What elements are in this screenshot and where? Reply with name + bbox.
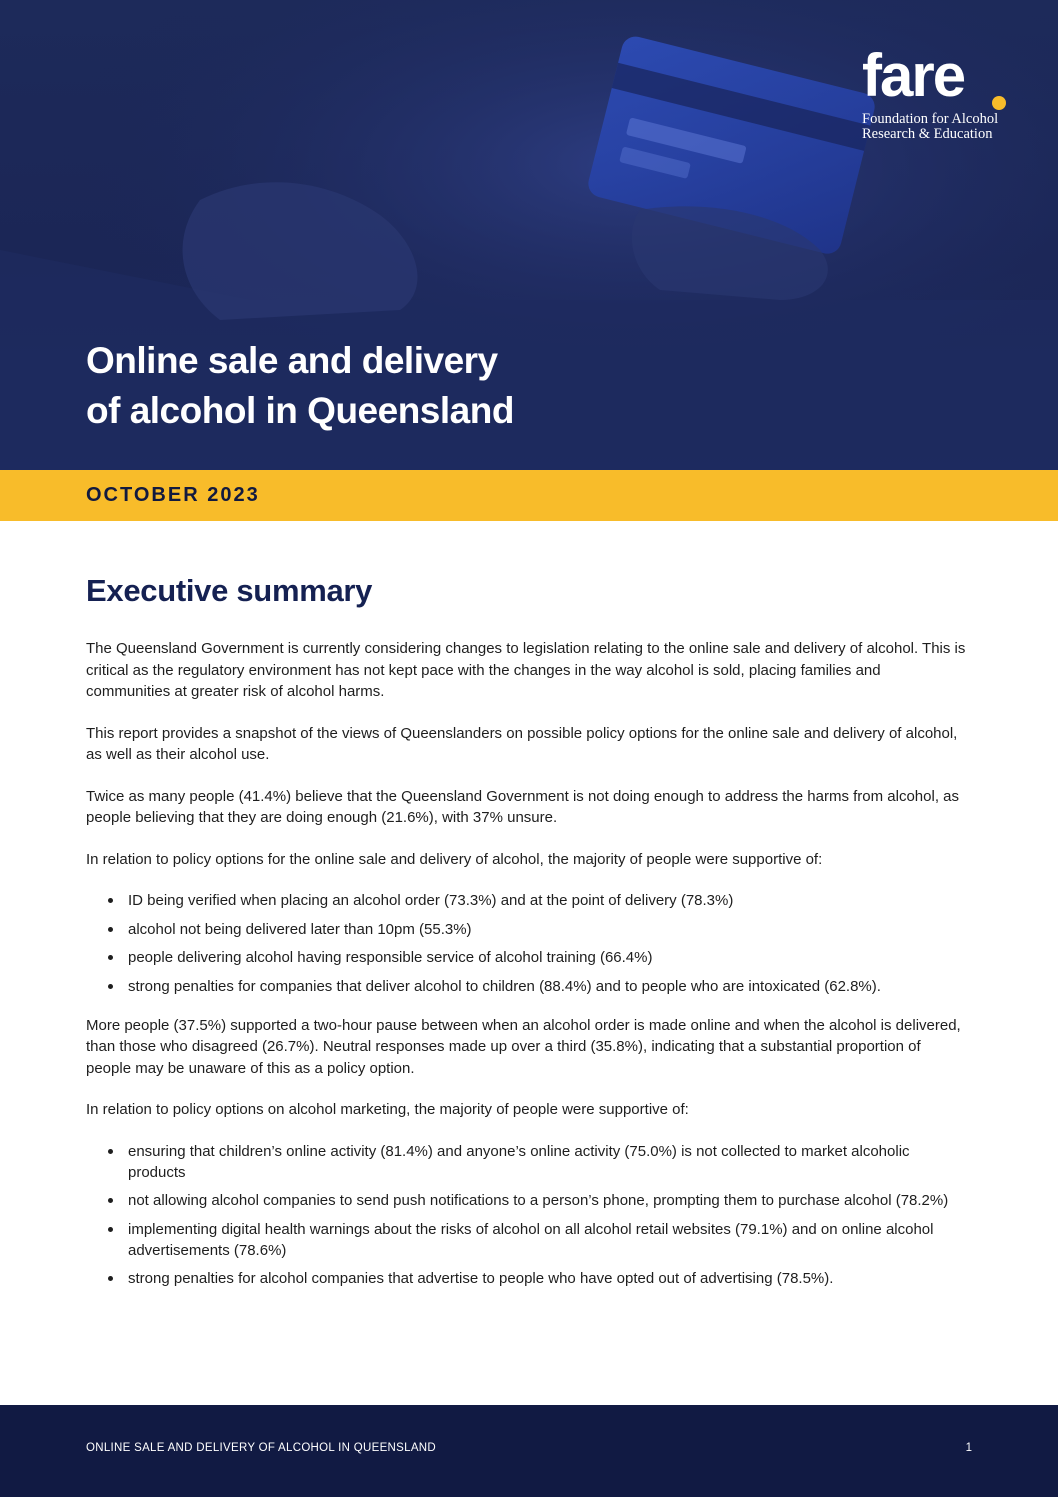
list-item: ID being verified when placing an alcohol order (73.3%) and at the point of delivery (78.3%) bbox=[128, 890, 966, 911]
paragraph: Twice as many people (41.4%) believe that the Queensland Government is not doing enough to address the harms from alcohol, as people believing that they are doing enough (21.6%), with 37% unsure. bbox=[86, 787, 960, 826]
list-item: alcohol not being delivered later than 10pm (55.3%) bbox=[128, 919, 966, 940]
paragraph: In relation to policy options on alcohol marketing, the majority of people were supportive of: bbox=[86, 1101, 689, 1118]
list-item: ensuring that children’s online activity (81.4%) and anyone’s online activity (75.0%) is not collected to market alcoholic products bbox=[128, 1141, 966, 1183]
logo-wordmark: fare bbox=[862, 42, 965, 109]
list-item: strong penalties for alcohol companies that advertise to people who have opted out of advertising (78.5%). bbox=[128, 1268, 966, 1289]
list-item: not allowing alcohol companies to send push notifications to a person’s phone, prompting them to purchase alcohol (78.2%) bbox=[128, 1190, 966, 1211]
paragraph: More people (37.5%) supported a two-hour pause between when an alcohol order is made online and when the alcohol is delivered, than those who disagreed (26.7%). Neutral responses made up over a third (35.8%), indicating that a substantial proportion of people may be unaware of this as a policy option. bbox=[86, 1016, 961, 1077]
logo-dot-icon bbox=[992, 96, 1006, 110]
footer-running-title: ONLINE SALE AND DELIVERY OF ALCOHOL IN QUEENSLAND bbox=[86, 1442, 437, 1454]
page-number: 1 bbox=[965, 1442, 972, 1454]
page-footer bbox=[0, 1405, 1058, 1497]
executive-summary-section bbox=[86, 570, 966, 1307]
paragraph: In relation to policy options for the online sale and delivery of alcohol, the majority of people were supportive of: bbox=[86, 850, 823, 868]
report-title: Online sale and delivery of alcohol in Queensland bbox=[86, 340, 514, 431]
logo-tagline: Foundation for Alcohol Research & Education bbox=[862, 111, 999, 142]
marketing-policy-list bbox=[86, 1141, 966, 1290]
section-heading: Executive summary bbox=[86, 573, 373, 608]
list-item: people delivering alcohol having responsible service of alcohol training (66.4%) bbox=[128, 947, 966, 968]
list-item: implementing digital health warnings about the risks of alcohol on all alcohol retail websites (79.1%) and on online alcohol advertisements (78.6%) bbox=[128, 1219, 966, 1261]
report-date: OCTOBER 2023 bbox=[86, 484, 260, 506]
list-item: strong penalties for companies that deliver alcohol to children (88.4%) and to people who are intoxicated (62.8%). bbox=[128, 976, 966, 997]
paragraph: This report provides a snapshot of the views of Queenslanders on possible policy options for the online sale and delivery of alcohol, as well as their alcohol use. bbox=[86, 724, 958, 763]
sale-delivery-policy-list bbox=[86, 890, 966, 997]
fare-logo bbox=[862, 42, 1012, 142]
paragraph: The Queensland Government is currently considering changes to legislation relating to the online sale and delivery of alcohol. This is critical as the regulatory environment has not kept pace with the changes in the way alcohol is sold, placing families and communities at greater risk of alcohol harms. bbox=[86, 640, 966, 700]
cover-hero bbox=[0, 0, 1058, 470]
date-band bbox=[0, 470, 1058, 521]
